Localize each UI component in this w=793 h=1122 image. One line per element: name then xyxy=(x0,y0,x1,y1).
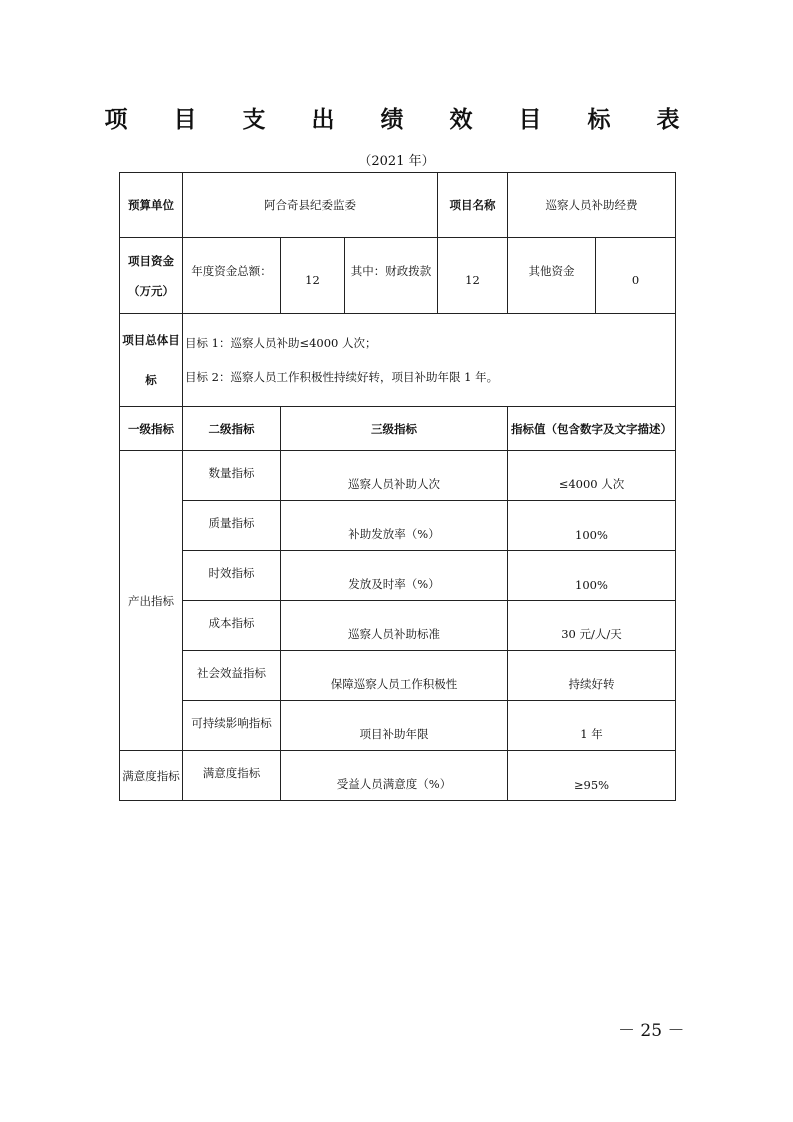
table-row xyxy=(120,651,676,701)
satisfaction-value: ≥95% xyxy=(508,751,676,801)
indicator-level2: 数量指标 xyxy=(183,451,281,501)
total-funds-label: 年度资金总额： xyxy=(183,238,281,314)
row-funds xyxy=(120,238,676,314)
indicator-level2: 社会效益指标 xyxy=(183,651,281,701)
table-row xyxy=(120,701,676,751)
goals-label-line2: 标 xyxy=(145,373,157,387)
funds-label xyxy=(120,238,183,314)
goal-1: 目标 1：巡察人员补助≤4000 人次； xyxy=(185,336,377,350)
table-row xyxy=(120,601,676,651)
indicator-value: 100% xyxy=(508,551,676,601)
page-title: 项 目 支 出 绩 效 目 标 表 xyxy=(104,107,699,133)
goals-label-line1: 项目总体目 xyxy=(122,333,180,347)
performance-table xyxy=(119,172,676,801)
indicator-value: 持续好转 xyxy=(508,651,676,701)
satisfaction-group-label: 满意度指标 xyxy=(120,751,183,801)
indicator-level3: 保障巡察人员工作积极性 xyxy=(281,651,508,701)
goal-2: 目标 2：巡察人员工作积极性持续好转，项目补助年限 1 年。 xyxy=(185,370,499,384)
indicator-value: 1 年 xyxy=(508,701,676,751)
unit-value: 阿合奇县纪委监委 xyxy=(183,173,438,238)
finance-funds-label: 其中：财政拨款 xyxy=(345,238,438,314)
page-number: － 25 － xyxy=(618,1021,685,1041)
project-name-value: 巡察人员补助经费 xyxy=(508,173,676,238)
table-row xyxy=(120,451,676,501)
indicator-level3: 巡察人员补助人次 xyxy=(281,451,508,501)
header-level2: 二级指标 xyxy=(183,407,281,451)
output-group-label: 产出指标 xyxy=(120,451,183,751)
unit-label: 预算单位 xyxy=(120,173,183,238)
indicator-level2: 时效指标 xyxy=(183,551,281,601)
header-level1: 一级指标 xyxy=(120,407,183,451)
indicator-level3: 项目补助年限 xyxy=(281,701,508,751)
finance-funds-value: 12 xyxy=(438,238,508,314)
indicator-value: 100% xyxy=(508,501,676,551)
table-row xyxy=(120,551,676,601)
header-level3: 三级指标 xyxy=(281,407,508,451)
funds-label-line1: 项目资金 xyxy=(128,253,174,268)
row-goals xyxy=(120,314,676,407)
satisfaction-level2: 满意度指标 xyxy=(183,751,281,801)
indicator-value: ≤4000 人次 xyxy=(508,451,676,501)
funds-label-line2: （万元） xyxy=(128,283,174,298)
goals-label xyxy=(120,314,183,407)
total-funds-value: 12 xyxy=(281,238,345,314)
goals-text xyxy=(183,314,676,407)
year-label: （2021 年） xyxy=(358,154,435,169)
project-name-label: 项目名称 xyxy=(438,173,508,238)
indicator-value: 30 元/人/天 xyxy=(508,601,676,651)
row-unit xyxy=(120,173,676,238)
satisfaction-level3: 受益人员满意度（%） xyxy=(281,751,508,801)
indicator-level3: 发放及时率（%） xyxy=(281,551,508,601)
indicator-level2: 可持续影响指标 xyxy=(183,701,281,751)
indicator-level3: 巡察人员补助标准 xyxy=(281,601,508,651)
indicator-level2: 质量指标 xyxy=(183,501,281,551)
other-funds-label: 其他资金 xyxy=(508,238,596,314)
other-funds-value: 0 xyxy=(596,238,676,314)
table-row xyxy=(120,751,676,801)
header-value: 指标值（包含数字及文字描述） xyxy=(508,407,676,451)
row-headers xyxy=(120,407,676,451)
indicator-level3: 补助发放率（%） xyxy=(281,501,508,551)
table-row xyxy=(120,501,676,551)
indicator-level2: 成本指标 xyxy=(183,601,281,651)
